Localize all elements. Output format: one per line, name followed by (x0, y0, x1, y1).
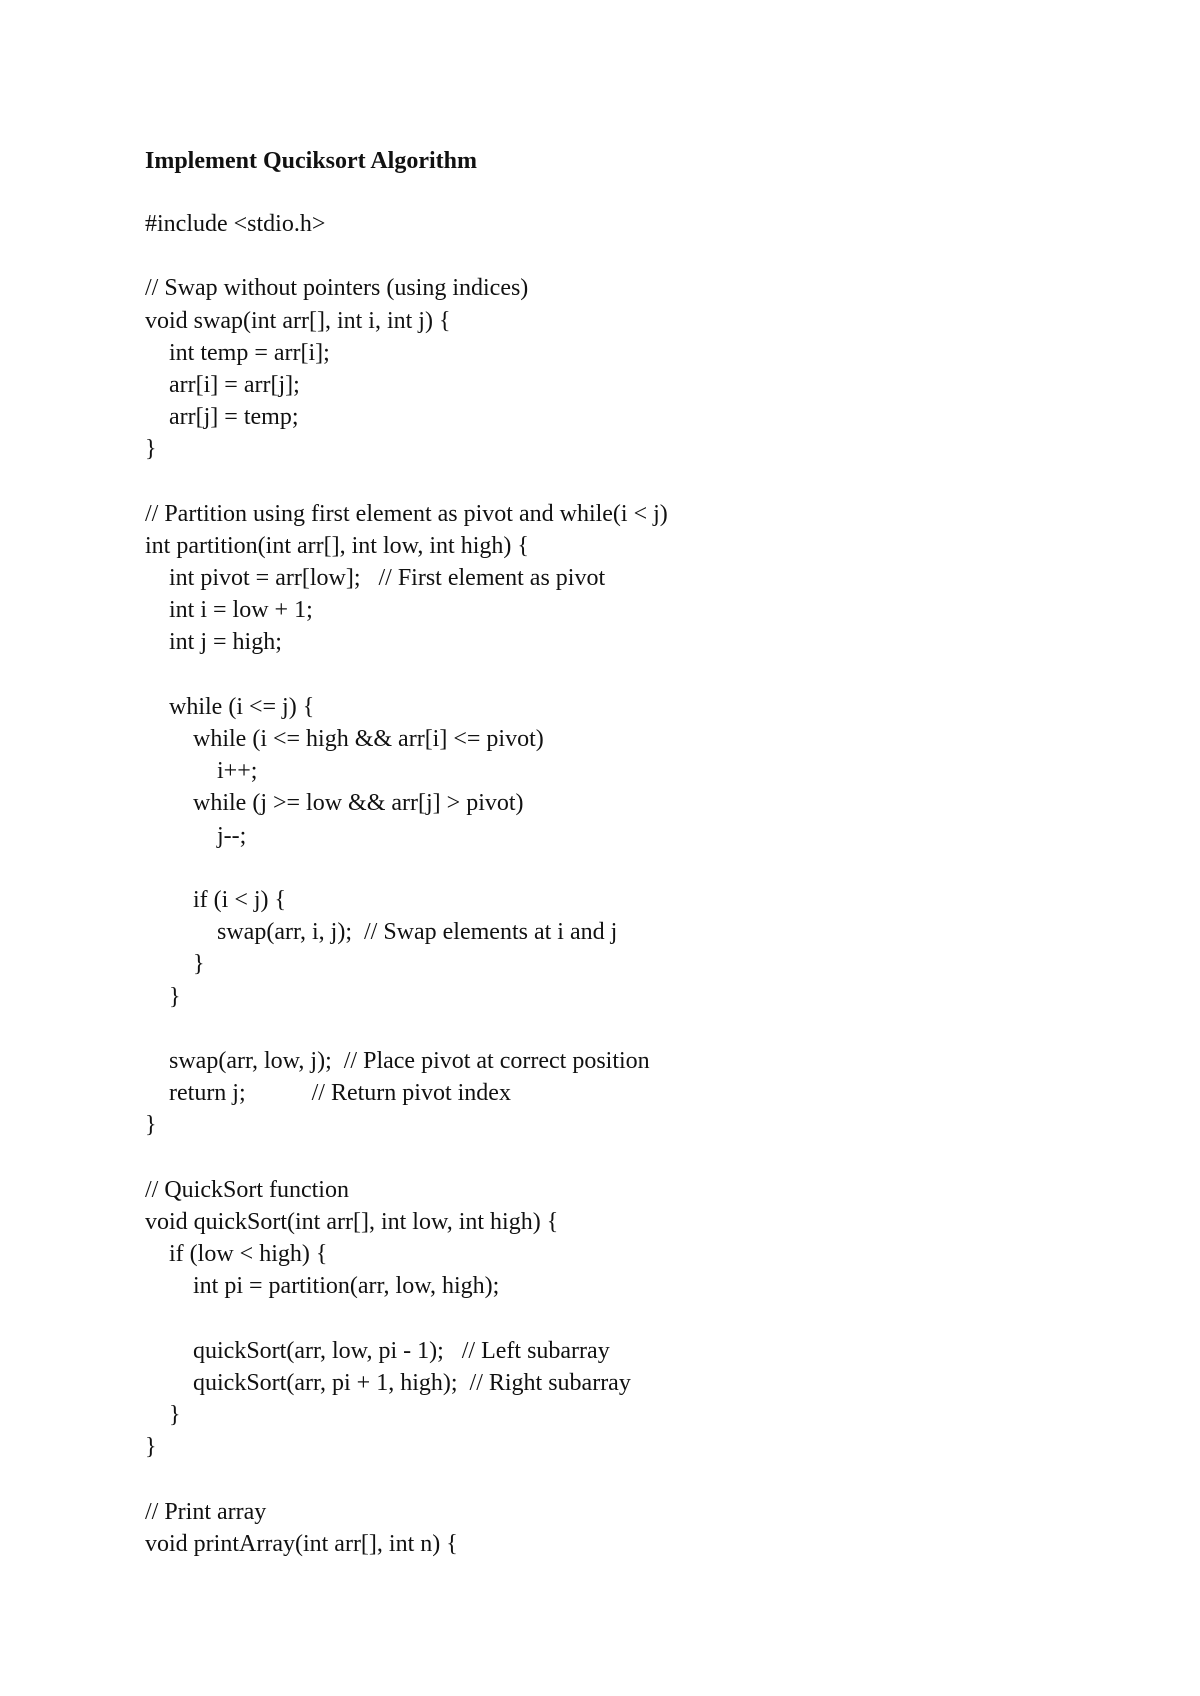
code-line: swap(arr, i, j); // Swap elements at i and j (145, 919, 618, 946)
code-line: } (145, 1112, 157, 1139)
code-line: while (i <= high && arr[i] <= pivot) (145, 726, 544, 752)
code-line: quickSort(arr, pi + 1, high); // Right subarray (145, 1369, 631, 1396)
code-line: int partition(int arr[], int low, int high) { (145, 532, 529, 559)
code-line: } (145, 1401, 181, 1428)
code-line: int pivot = arr[low]; // First element as pivot (145, 565, 606, 592)
code-line: // Partition using first element as pivot and while(i < j) (145, 500, 668, 527)
code-line: if (low < high) { (145, 1241, 328, 1267)
code-line: #include <stdio.h> (145, 211, 326, 237)
code-line: int pi = partition(arr, low, high); (145, 1273, 500, 1300)
code-line: void quickSort(int arr[], int low, int high) { (145, 1208, 559, 1235)
code-line: int temp = arr[i]; (145, 339, 330, 366)
code-line: swap(arr, low, j); // Place pivot at correct position (145, 1047, 650, 1074)
code-line (145, 1013, 668, 1045)
code-line: // QuickSort function (145, 1176, 349, 1203)
code-line (145, 1141, 668, 1173)
code-line (145, 466, 668, 498)
code-line: while (j >= low && arr[j] > pivot) (145, 790, 524, 817)
code-line: while (i <= j) { (145, 693, 315, 720)
code-line: void swap(int arr[], int i, int j) { (145, 307, 451, 334)
code-line: i++; (145, 758, 258, 785)
code-line (145, 240, 668, 272)
code-line: // Print array (145, 1498, 267, 1525)
document-title: Implement Quciksort Algorithm (145, 148, 477, 174)
code-line: quickSort(arr, low, pi - 1); // Left subarray (145, 1337, 610, 1364)
code-line: void printArray(int arr[], int n) { (145, 1530, 458, 1557)
code-line: } (145, 1434, 157, 1461)
code-line: } (145, 951, 205, 978)
code-line (145, 852, 668, 884)
code-line: // Swap without pointers (using indices) (145, 275, 529, 302)
code-line: arr[j] = temp; (145, 404, 299, 431)
code-line (145, 659, 668, 691)
code-line (145, 1463, 668, 1495)
code-line: j--; (145, 822, 247, 849)
code-line: int i = low + 1; (145, 597, 313, 624)
code-line: if (i < j) { (145, 886, 287, 913)
code-line: } (145, 983, 181, 1010)
code-line: arr[i] = arr[j]; (145, 371, 300, 398)
code-line: } (145, 436, 157, 463)
code-line: return j; // Return pivot index (145, 1080, 511, 1107)
code-listing (145, 208, 668, 1560)
code-line: int j = high; (145, 629, 282, 656)
code-line (145, 1302, 668, 1334)
